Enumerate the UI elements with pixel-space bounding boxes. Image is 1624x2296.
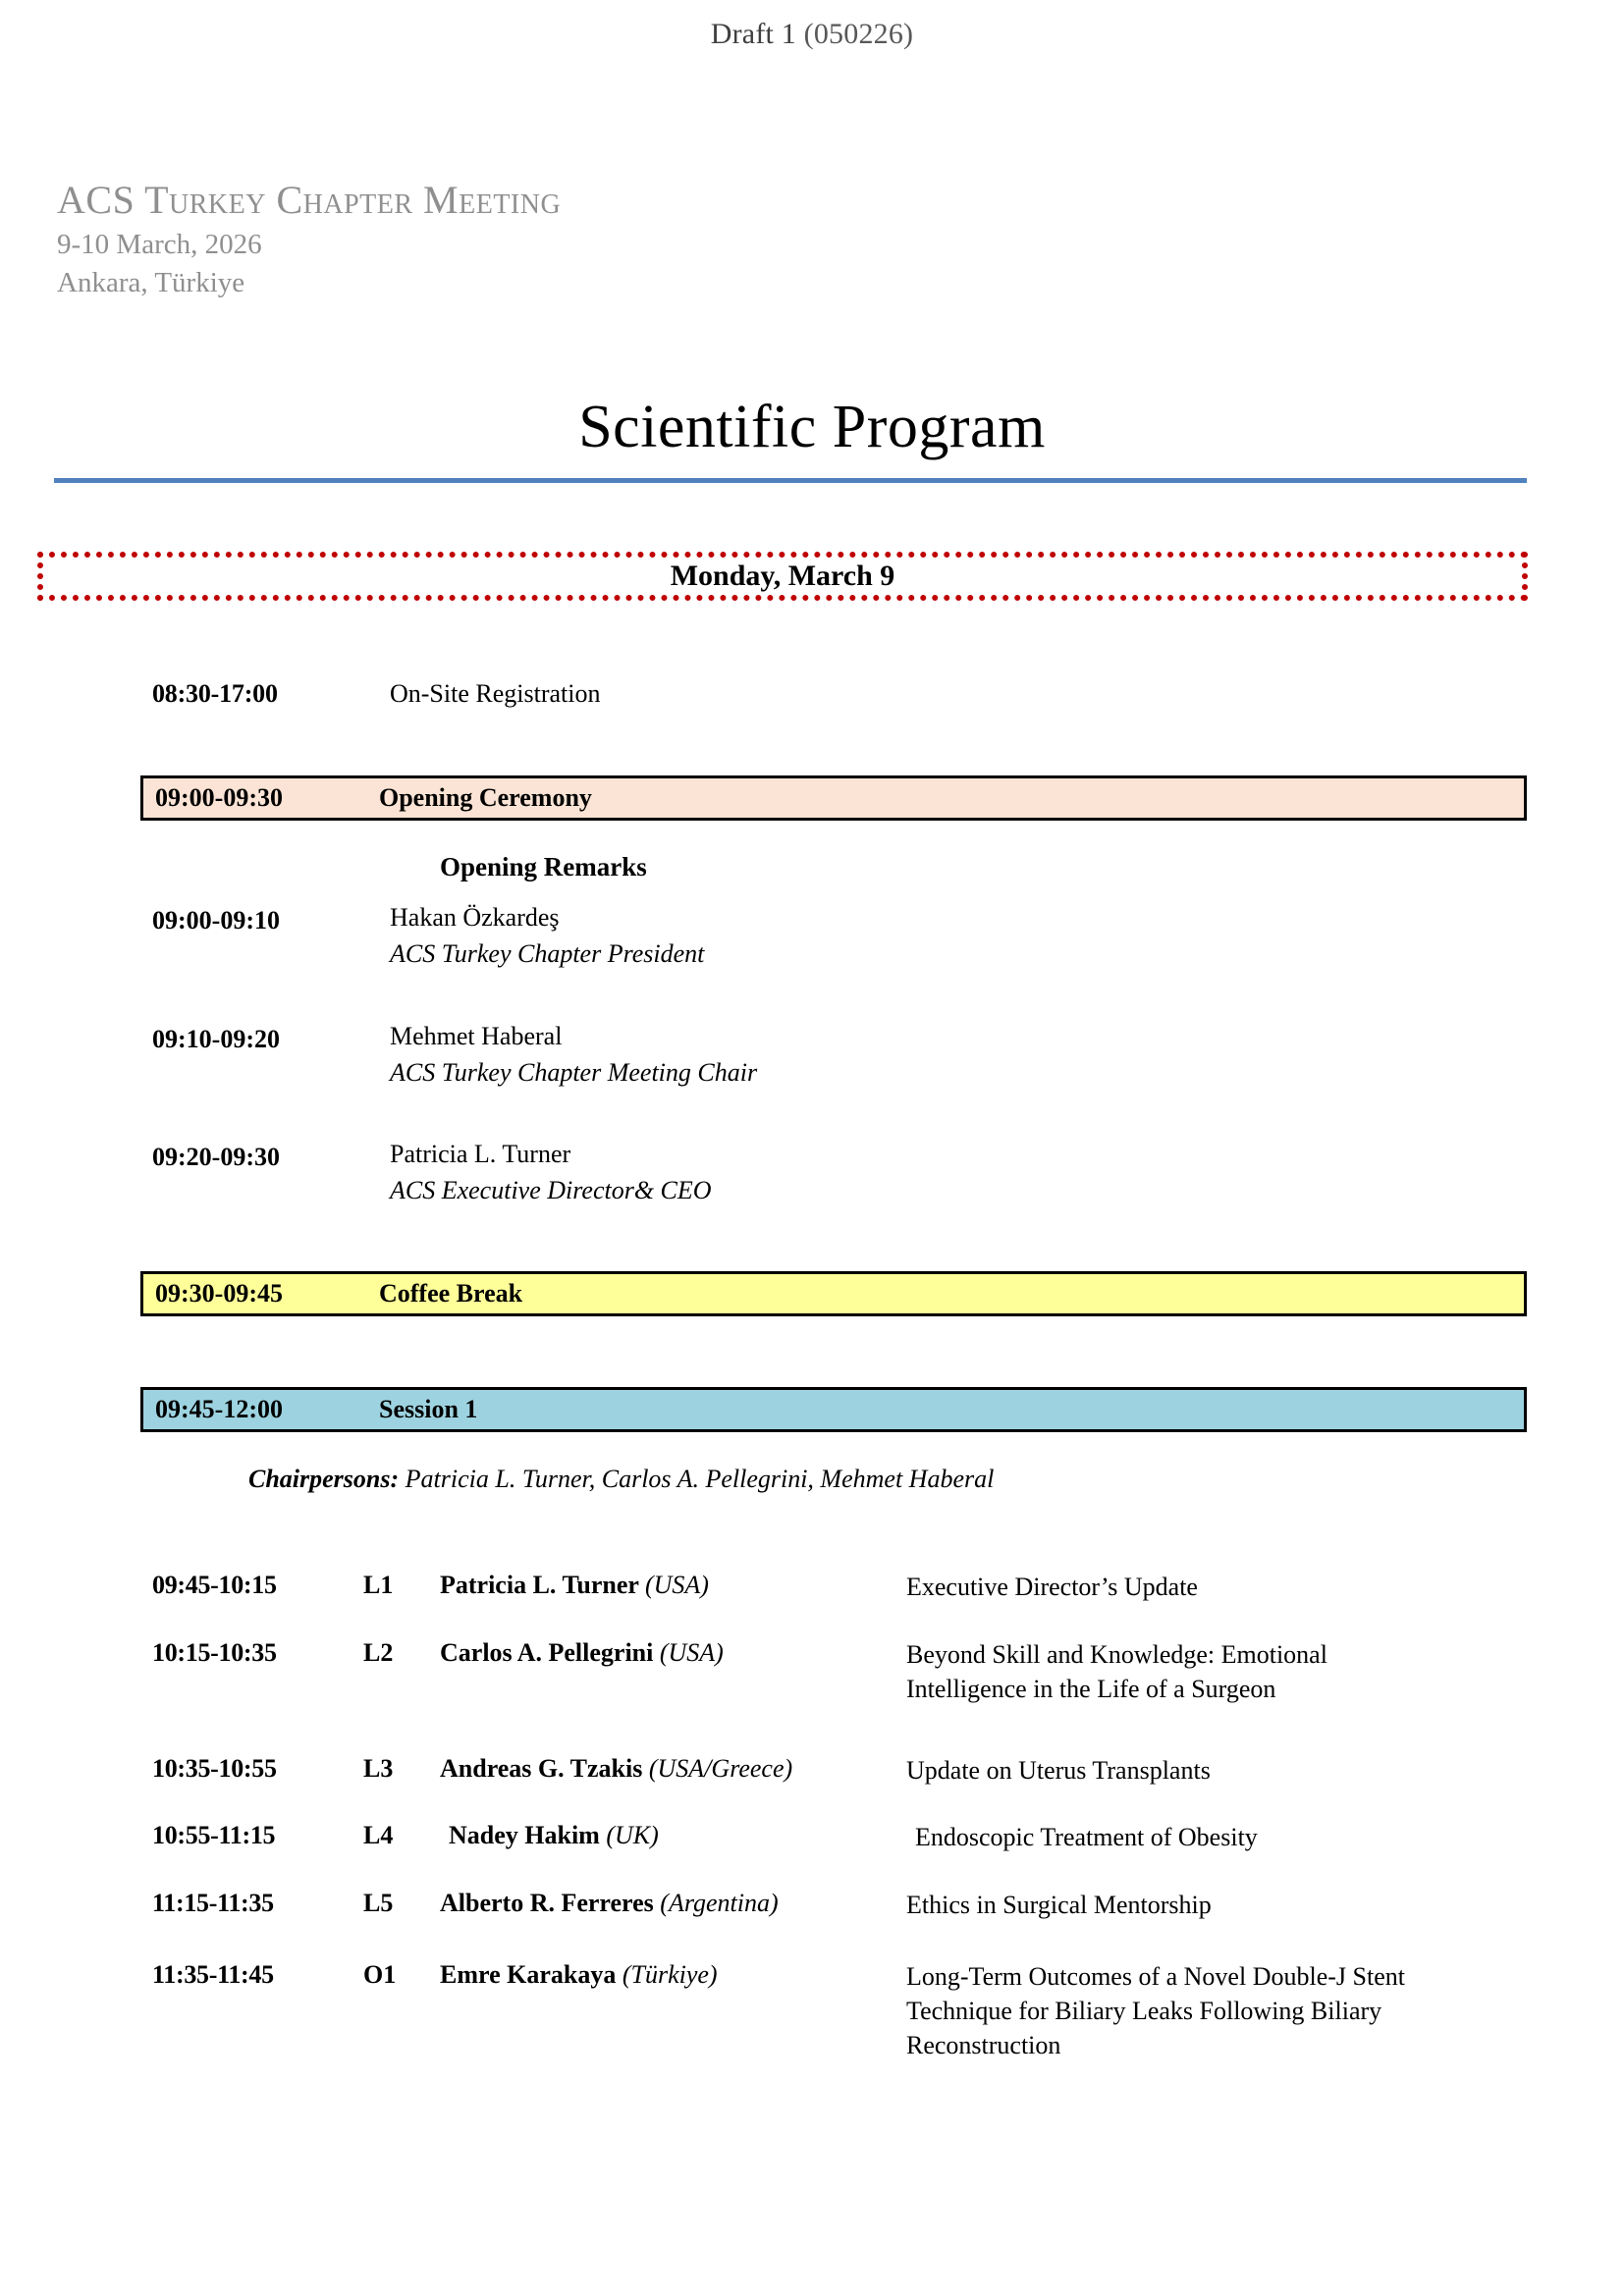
opening-remark-item [152,1022,757,1088]
section-bar-opening-ceremony [140,775,1527,821]
lecture-time: 11:15-11:35 [152,1889,274,1917]
lecture-row [152,1754,1211,1789]
opening-remark-role: ACS Turkey Chapter President [390,939,705,968]
chairpersons-label: Chairpersons: [248,1465,400,1493]
lecture-speaker-name: Carlos A. Pellegrini [440,1638,654,1667]
lecture-time: 09:45-10:15 [152,1571,277,1599]
chairpersons-line [248,1465,994,1494]
opening-remark-time: 09:20-09:30 [152,1143,280,1171]
session-1-label: Session 1 [379,1395,478,1423]
lecture-time: 10:55-11:15 [152,1821,276,1849]
draft-header [0,18,1624,51]
lecture-code: L3 [363,1754,394,1783]
lecture-time: 10:15-10:35 [152,1638,277,1667]
lecture-speaker-name: Patricia L. Turner [440,1571,639,1599]
opening-remark-speaker: Mehmet Haberal [390,1022,563,1050]
meeting-identity-block [57,175,561,301]
coffee-break-time: 09:30-09:45 [155,1279,283,1308]
lecture-speaker-country: (USA) [659,1638,724,1667]
opening-ceremony-time: 09:00-09:30 [155,783,283,812]
opening-remark-time: 09:00-09:10 [152,906,280,934]
registration-label: On-Site Registration [390,679,601,708]
lecture-speaker-country: (Türkiye) [622,1960,718,1989]
lecture-speaker [440,1960,906,1990]
lecture-topic: Endoscopic Treatment of Obesity [915,1823,1258,1851]
coffee-break-label: Coffee Break [379,1279,523,1308]
lecture-speaker [440,1889,906,1918]
opening-remark-item [152,903,704,969]
opening-remark-time: 09:10-09:20 [152,1025,280,1053]
opening-remark-body [390,1140,712,1205]
opening-remark-body [390,903,704,969]
meeting-dates: 9-10 March, 2026 [57,229,262,261]
day-banner [37,552,1528,601]
lecture-code: L1 [363,1571,394,1599]
opening-remark-speaker: Hakan Özkardeş [390,903,560,932]
opening-ceremony-label: Opening Ceremony [379,783,592,812]
meeting-location: Ankara, Türkiye [57,267,245,299]
lecture-speaker-name: Nadey Hakim [449,1821,600,1849]
lecture-code: L2 [363,1638,394,1667]
lecture-speaker [440,1638,906,1668]
lecture-row [152,1821,1258,1855]
lecture-speaker-name: Alberto R. Ferreres [440,1889,654,1917]
schedule-row-registration [152,679,600,709]
lecture-row [152,1889,1212,1923]
lecture-code: O1 [363,1960,397,1989]
lecture-time: 11:35-11:45 [152,1960,274,1989]
page-title: Scientific Program [578,394,1046,460]
opening-remark-role: ACS Turkey Chapter Meeting Chair [390,1058,758,1087]
lecture-speaker-country: (UK) [606,1821,659,1849]
lecture-code: L4 [363,1821,394,1849]
opening-remark-item [152,1140,712,1205]
lecture-row [152,1638,1417,1707]
lecture-topic: Beyond Skill and Knowledge: Emotional Intelligence in the Life of a Surgeon [906,1640,1327,1703]
lecture-topic: Long-Term Outcomes of a Novel Double-J Stent Technique for Biliary Leaks Following Biliary Reconstruction [906,1962,1405,2059]
lecture-speaker-country: (Argentina) [660,1889,779,1917]
draft-code: (050226) [803,18,914,50]
lecture-speaker-name: Andreas G. Tzakis [440,1754,643,1783]
lecture-row [152,1960,1417,2062]
lecture-speaker [440,1821,915,1850]
lecture-code: L5 [363,1889,394,1917]
lecture-time: 10:35-10:55 [152,1754,277,1783]
opening-remark-body [390,1022,757,1088]
meeting-title: ACS Turkey Chapter Meeting [57,178,562,222]
session-1-time: 09:45-12:00 [155,1395,283,1423]
lecture-speaker-country: (USA) [644,1571,709,1599]
opening-remark-speaker: Patricia L. Turner [390,1140,571,1168]
draft-label: Draft 1 [710,18,796,50]
title-divider [54,478,1527,483]
chairpersons-names: Patricia L. Turner, Carlos A. Pellegrini, Mehmet Haberal [399,1465,995,1493]
lecture-speaker [440,1571,906,1600]
opening-remark-role: ACS Executive Director& CEO [390,1176,712,1204]
section-bar-coffee-break [140,1271,1527,1316]
lecture-speaker-country: (USA/Greece) [648,1754,793,1783]
opening-remarks-heading: Opening Remarks [440,852,647,881]
registration-time: 08:30-17:00 [152,679,278,708]
lecture-speaker [440,1754,906,1784]
lecture-topic: Executive Director’s Update [906,1573,1198,1601]
section-bar-session-1 [140,1387,1527,1432]
day-banner-label: Monday, March 9 [670,560,895,592]
lecture-row [152,1571,1198,1605]
lecture-speaker-name: Emre Karakaya [440,1960,617,1989]
lecture-topic: Update on Uterus Transplants [906,1756,1211,1785]
lecture-topic: Ethics in Surgical Mentorship [906,1891,1212,1919]
